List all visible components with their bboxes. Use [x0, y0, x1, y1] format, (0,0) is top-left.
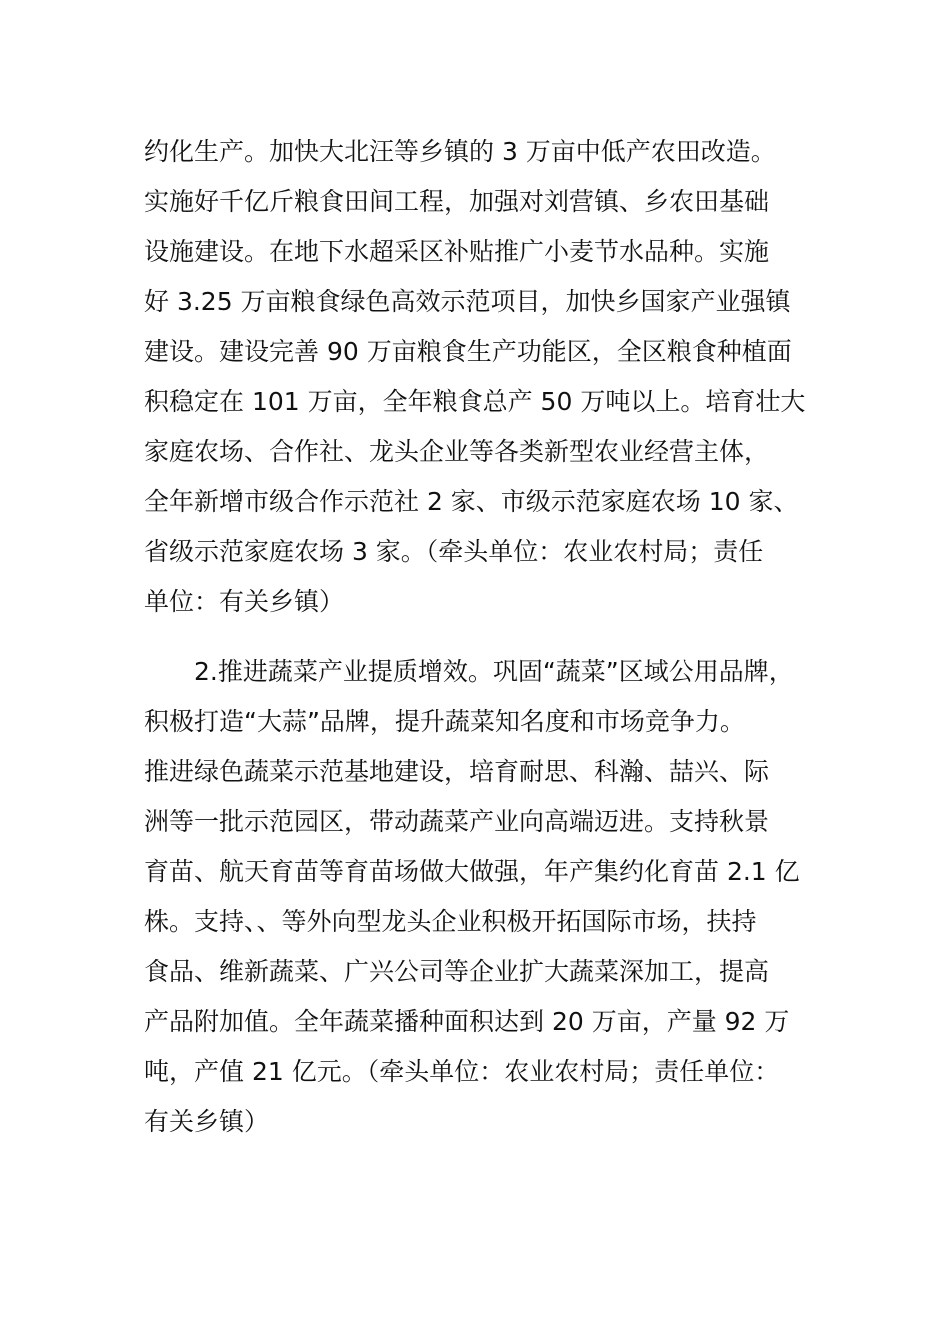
text-line: 食品、维新蔬菜、广兴公司等企业扩大蔬菜深加工，提高 — [144, 957, 770, 986]
text-line: 育苗、航天育苗等育苗场做大做强，年产集约化育苗 2.1 亿 — [144, 857, 800, 886]
text-line: 积极打造“大蒜”品牌，提升蔬菜知名度和市场竞争力。 — [144, 707, 745, 736]
text-line: 株。支持、、等外向型龙头企业积极开拓国际市场，扶持 — [144, 907, 757, 936]
text-line: 单位：有关乡镇） — [144, 587, 345, 616]
text-line: 省级示范家庭农场 3 家。（牵头单位：农业农村局；责任 — [144, 537, 764, 566]
text-line: 吨，产值 21 亿元。（牵头单位：农业农村局；责任单位： — [144, 1057, 780, 1086]
text-line: 约化生产。加快大北汪等乡镇的 3 万亩中低产农田改造。 — [144, 137, 776, 166]
text-line: 设施建设。在地下水超采区补贴推广小麦节水品种。实施 — [144, 237, 770, 266]
text-line: 积稳定在 101 万亩，全年粮食总产 50 万吨以上。培育壮大 — [144, 387, 806, 416]
text-line: 建设。建设完善 90 万亩粮食生产功能区，全区粮食种植面 — [144, 337, 792, 366]
text-line: 实施好千亿斤粮食田间工程，加强对刘营镇、乡农田基础 — [144, 187, 770, 216]
section-heading-line: 2.推进蔬菜产业提质增效。巩固“蔬菜”区域公用品牌， — [194, 657, 794, 686]
text-line: 洲等一批示范园区，带动蔬菜产业向高端迈进。支持秋景 — [144, 807, 770, 836]
text-line: 好 3.25 万亩粮食绿色高效示范项目，加快乡国家产业强镇 — [144, 287, 791, 316]
text-line: 家庭农场、合作社、龙头企业等各类新型农业经营主体， — [144, 437, 770, 466]
text-line: 有关乡镇） — [144, 1107, 270, 1136]
text-line: 全年新增市级合作示范社 2 家、市级示范家庭农场 10 家、 — [144, 487, 799, 516]
text-line: 推进绿色蔬菜示范基地建设，培育耐思、科瀚、喆兴、际 — [144, 757, 770, 786]
text-line: 产品附加值。全年蔬菜播种面积达到 20 万亩，产量 92 万 — [144, 1007, 790, 1036]
